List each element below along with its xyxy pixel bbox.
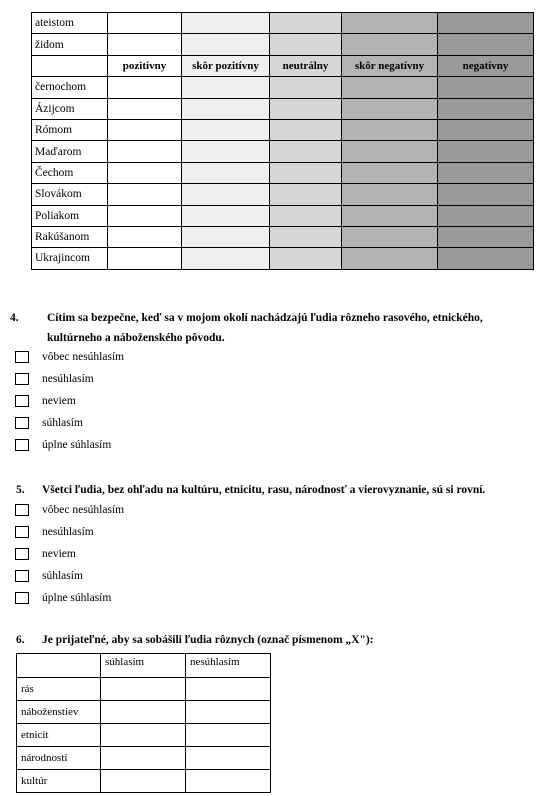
row-label: Rómom [32,119,108,140]
row-label: etnicít [17,724,101,747]
table-row [17,724,271,747]
row-label: černochom [32,77,108,98]
header-rather-negative: skôr negatívny [342,55,438,76]
option-label: nesúhlasím [42,526,94,538]
table-row [32,119,534,140]
table-row [32,226,534,247]
question-4 [10,308,535,350]
answer-cell[interactable] [186,770,271,793]
option-label: nesúhlasím [42,373,94,385]
rating-cell[interactable] [438,162,534,183]
rating-cell[interactable] [108,13,182,34]
checkbox[interactable] [15,351,29,363]
rating-cell[interactable] [342,184,438,205]
row-label: kultúr [17,770,101,793]
header-positive: pozitívny [108,55,182,76]
attitude-table [31,12,534,270]
row-label: Slovákom [32,184,108,205]
question-text-line1: Cítim sa bezpečne, keď sa v mojom okolí nachádzajú ľudia rôzneho rasového, etnického, [47,312,483,324]
row-label: Ázijcom [32,98,108,119]
rating-cell[interactable] [108,34,182,55]
header-negative: negatívny [438,55,534,76]
answer-cell[interactable] [186,724,271,747]
rating-cell[interactable] [182,98,270,119]
row-label: Čechom [32,162,108,183]
rating-cell[interactable] [108,162,182,183]
rating-cell[interactable] [270,162,342,183]
table-row [32,162,534,183]
rating-cell[interactable] [438,77,534,98]
rating-cell[interactable] [108,141,182,162]
table-row [32,98,534,119]
rating-cell[interactable] [438,184,534,205]
rating-cell[interactable] [342,205,438,226]
row-label: Poliakom [32,205,108,226]
rating-cell[interactable] [182,141,270,162]
rating-cell[interactable] [270,13,342,34]
question-number: 5. [16,484,25,496]
option-label: neviem [42,548,76,560]
row-label: náboženstiev [17,701,101,724]
rating-cell[interactable] [438,34,534,55]
rating-cell[interactable] [270,77,342,98]
checkbox[interactable] [15,439,29,451]
rating-cell[interactable] [108,226,182,247]
table-row [32,13,534,34]
answer-cell[interactable] [101,678,186,701]
header-agree: súhlasím [101,654,186,678]
rating-cell[interactable] [270,248,342,269]
table-row [32,205,534,226]
answer-cell[interactable] [101,770,186,793]
rating-cell[interactable] [342,13,438,34]
row-label: židom [32,34,108,55]
row-label: národností [17,747,101,770]
checkbox[interactable] [15,504,29,516]
answer-cell[interactable] [186,678,271,701]
row-label: Maďarom [32,141,108,162]
rating-cell[interactable] [270,141,342,162]
rating-cell[interactable] [182,119,270,140]
rating-cell[interactable] [438,141,534,162]
table-row [32,141,534,162]
rating-cell[interactable] [438,98,534,119]
rating-cell[interactable] [182,162,270,183]
option-label: vôbec nesúhlasím [42,351,125,363]
rating-cell[interactable] [108,98,182,119]
rating-cell[interactable] [438,248,534,269]
rating-cell[interactable] [438,226,534,247]
question-text-line2: kultúrneho a náboženského pôvodu. [47,332,225,344]
rating-cell[interactable] [108,248,182,269]
rating-cell[interactable] [182,77,270,98]
rating-cell[interactable] [182,226,270,247]
question-text-line1: Všetci ľudia, bez ohľadu na kultúru, etnicitu, rasu, národnosť a vierovyznanie, sú si rovní. [42,484,486,496]
rating-cell[interactable] [182,248,270,269]
header-rather-positive: skôr pozitívny [182,55,270,76]
header-empty [32,55,108,76]
rating-cell[interactable] [270,98,342,119]
rating-cell[interactable] [342,119,438,140]
question-number: 6. [16,634,25,646]
option-label: súhlasím [42,570,83,582]
question-5 [16,480,536,500]
checkbox[interactable] [15,395,29,407]
option-label: vôbec nesúhlasím [42,504,125,516]
rating-cell[interactable] [270,226,342,247]
rating-cell[interactable] [438,119,534,140]
row-label: rás [17,678,101,701]
rating-cell[interactable] [342,98,438,119]
option-label: súhlasím [42,417,83,429]
rating-cell[interactable] [182,13,270,34]
checkbox[interactable] [15,592,29,604]
table-row [17,770,271,793]
header-disagree: nesúhlasím [186,654,271,678]
rating-cell[interactable] [270,205,342,226]
table-header-row [17,654,271,678]
rating-cell[interactable] [270,184,342,205]
table-row [17,747,271,770]
rating-cell[interactable] [438,205,534,226]
checkbox[interactable] [15,373,29,385]
header-neutral: neutrálny [270,55,342,76]
checkbox[interactable] [15,417,29,429]
marriage-table [16,653,271,793]
rating-cell[interactable] [438,13,534,34]
checkbox[interactable] [15,548,29,560]
checkbox[interactable] [15,526,29,538]
table-header-row [32,55,534,76]
question-6 [16,630,536,650]
rating-cell[interactable] [342,77,438,98]
table-row [32,34,534,55]
table-row [32,248,534,269]
row-label: ateistom [32,13,108,34]
rating-cell[interactable] [270,119,342,140]
rating-cell[interactable] [182,34,270,55]
table-row [17,678,271,701]
answer-cell[interactable] [101,701,186,724]
rating-cell[interactable] [182,184,270,205]
rating-cell[interactable] [108,119,182,140]
header-empty [17,654,101,678]
option-label: úplne súhlasím [42,439,112,451]
question-text-line1: Je prijateľné, aby sa sobášili ľudia rôznych (označ písmenom „X"): [42,634,374,646]
answer-cell[interactable] [101,724,186,747]
table-row [32,184,534,205]
answer-cell[interactable] [101,747,186,770]
rating-cell[interactable] [342,226,438,247]
question-number: 4. [10,312,19,324]
option-label: úplne súhlasím [42,592,112,604]
table-row [17,701,271,724]
answer-cell[interactable] [186,747,271,770]
rating-cell[interactable] [182,205,270,226]
rating-cell[interactable] [270,34,342,55]
rating-cell[interactable] [342,34,438,55]
rating-cell[interactable] [342,162,438,183]
checkbox[interactable] [15,570,29,582]
rating-cell[interactable] [342,248,438,269]
table-row [32,77,534,98]
row-label: Rakúšanom [32,226,108,247]
row-label: Ukrajincom [32,248,108,269]
answer-cell[interactable] [186,701,271,724]
rating-cell[interactable] [108,77,182,98]
option-label: neviem [42,395,76,407]
rating-cell[interactable] [108,184,182,205]
rating-cell[interactable] [108,205,182,226]
rating-cell[interactable] [342,141,438,162]
